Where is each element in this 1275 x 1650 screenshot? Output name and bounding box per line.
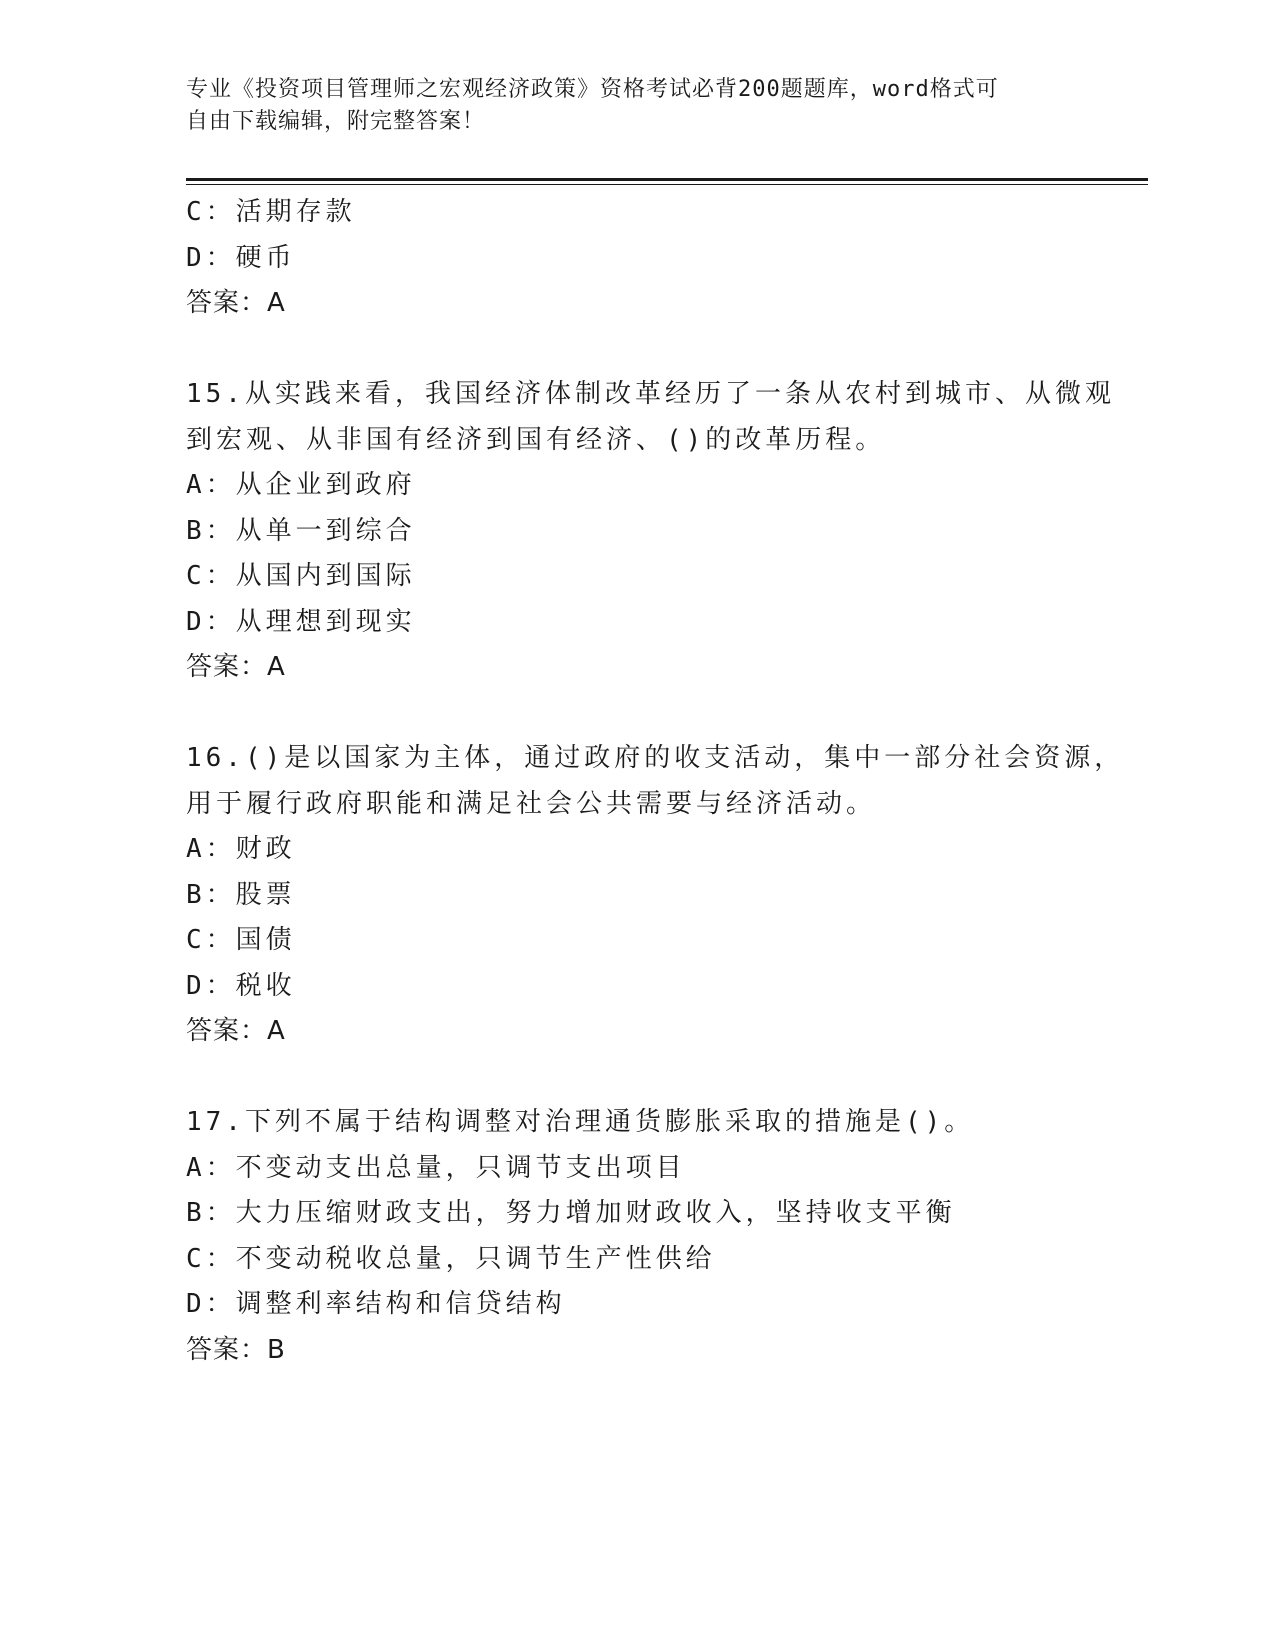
option-c: C：从国内到国际 [186,561,416,591]
option-b: B：从单一到综合 [186,515,416,546]
option-a: A：财政 [186,834,296,864]
option-a: A：从企业到政府 [186,470,416,500]
option-d: D：税收 [186,970,296,1001]
question-block-16 [186,736,1125,1055]
question-stem: 16.()是以国家为主体，通过政府的收支活动，集中一部分社会资源， [186,743,1125,773]
question-stem: 到宏观、从非国有经济到国有经济、()的改革历程。 [186,424,886,455]
question-block-partial [186,190,1086,327]
option-c: C：国债 [186,925,296,955]
header-line-1: 专业《投资项目管理师之宏观经济政策》资格考试必背200题题库，word格式可 [186,77,999,102]
spacer [186,327,1086,373]
option-d: D：调整利率结构和信贷结构 [186,1289,566,1319]
spacer [186,1055,1086,1101]
question-list [186,190,1125,1373]
option-b: B：股票 [186,879,296,910]
option-b: B：大力压缩财政支出，努力增加财政收入，坚持收支平衡 [186,1198,956,1228]
question-block-15 [186,372,1115,691]
header-divider-thin [186,184,1148,185]
document-header [186,74,1086,138]
header-divider-thick [186,178,1148,181]
answer-line: 答案：A [186,652,286,682]
header-line-2: 自由下载编辑，附完整答案！ [186,109,486,134]
option-c: C：不变动税收总量，只调节生产性供给 [186,1243,716,1274]
option-a: A：不变动支出总量，只调节支出项目 [186,1152,686,1183]
question-stem: 17.下列不属于结构调整对治理通货膨胀采取的措施是()。 [186,1107,975,1137]
spacer [186,691,1086,737]
question-block-17 [186,1100,1086,1373]
answer-line: 答案：B [186,1334,286,1365]
option-d: D：从理想到现实 [186,606,416,637]
question-stem: 15.从实践来看，我国经济体制改革经历了一条从农村到城市、从微观 [186,379,1115,409]
option-d: D：硬币 [186,242,296,273]
answer-line: 答案：A [186,1016,286,1046]
option-c: C：活期存款 [186,197,356,227]
question-stem: 用于履行政府职能和满足社会公共需要与经济活动。 [186,788,877,819]
answer-line: 答案：A [186,288,286,318]
